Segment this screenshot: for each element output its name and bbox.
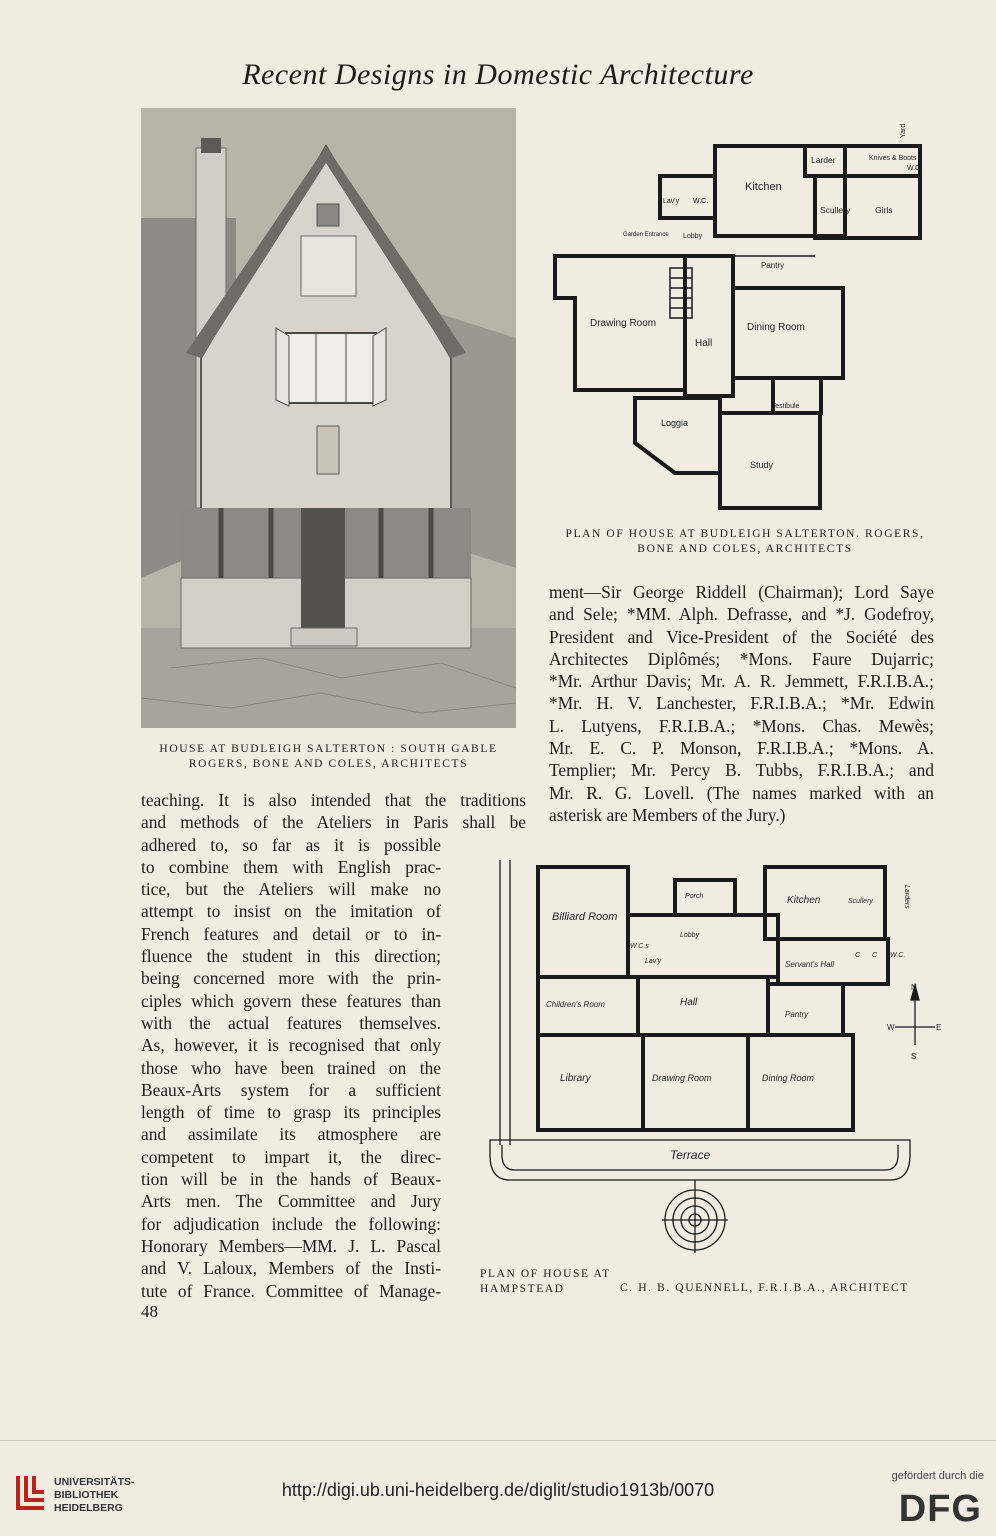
compass-e: E (936, 1023, 942, 1032)
compass-s: S (911, 1052, 917, 1061)
house-drawing (141, 108, 516, 728)
page-number: 48 (141, 1302, 158, 1321)
plan-top-wc2: W.C. (907, 165, 923, 172)
text-right-line: *Mr. Arthur Davis; Mr. A. R. Jemmett, F.R.I.B.A.; (549, 671, 934, 692)
house-illustration (141, 108, 516, 728)
plan-bottom-pantry: Pantry (785, 1010, 809, 1019)
text-right-line: Mr. E. C. P. Monson, F.R.I.B.A.; *Mons. A. (549, 738, 934, 759)
plan-bottom-lobby: Lobby (680, 932, 700, 939)
plan-bottom-c1: C (855, 952, 861, 959)
text-left-line: to combine them with English prac- (141, 856, 441, 877)
text-left-line: with the actual features themselves. (141, 1012, 441, 1033)
plan-top-drawing-room: Drawing Room (590, 318, 657, 329)
text-right-line: President and Vice-President of the Société des (549, 626, 934, 647)
compass-w: W (887, 1023, 895, 1032)
plan-top-vestibule: Vestibule (771, 403, 800, 410)
plan-budleigh (535, 108, 935, 518)
text-left-line: length of time to grasp its principles (141, 1102, 441, 1123)
text-left-line: Beaux-Arts system for a sufficient (141, 1079, 441, 1100)
caption-left-line1: HOUSE AT BUDLEIGH SALTERTON : SOUTH GABLE (159, 743, 498, 755)
library-line2: BIBLIOTHEK (54, 1489, 119, 1501)
text-left-line: tice, but the Ateliers will make no (141, 879, 441, 900)
plan-top-garden-entrance: Garden Entrance (623, 232, 669, 238)
plan-top-caption (535, 527, 955, 557)
text-left-line: Honorary Members—MM. J. L. Pascal (141, 1235, 441, 1256)
plan-bottom-c2: C (872, 952, 878, 959)
plan-bottom-porch: Porch (685, 893, 704, 900)
text-left-line: and methods of the Ateliers in Paris shall be (141, 812, 526, 833)
plan-bottom-wcs: W.C.s (630, 943, 649, 950)
library-line3: HEIDELBERG (54, 1502, 123, 1514)
plan-top-yard: Yard (900, 123, 907, 138)
text-left-line: ciples which govern these features than (141, 990, 441, 1011)
source-url-link[interactable]: http://digi.ub.uni-heidelberg.de/diglit/studio1913b/0070 (281, 1480, 715, 1500)
plan-bottom-kitchen: Kitchen (787, 895, 821, 906)
text-left-line: for adjudication include the following: (141, 1213, 441, 1234)
plan-top-knives: Knives & Boots (869, 155, 917, 162)
plan-top-lavatory: Lav'y (663, 198, 680, 205)
plan-bottom-scullery: Scullery (848, 898, 873, 905)
text-left-line: adhered to, so far as it is possible (141, 834, 441, 855)
plan-bottom-hall: Hall (680, 997, 698, 1008)
text-right-line: ment—Sir George Riddell (Chairman); Lord Saye (549, 582, 934, 602)
plan-bottom-terrace: Terrace (670, 1148, 711, 1162)
plan-bottom-dining-room: Dining Room (762, 1073, 815, 1083)
plan-bottom-library: Library (560, 1073, 591, 1084)
plan-top-wc1: W.C. (693, 198, 709, 205)
plan-bottom-servants-hall: Servant's Hall (785, 960, 835, 969)
plan-top-dining-room: Dining Room (747, 322, 805, 333)
plan-top-scullery: Scullery (820, 205, 851, 215)
text-right-line: Mr. R. G. Lovell. (The names marked with an (549, 782, 934, 803)
text-left-line: attempt to insist on the imitation of (141, 901, 441, 922)
text-left-line: fluence the student in this direction; (141, 946, 441, 967)
plan-hampstead (480, 845, 940, 1265)
plan-bottom-wc: W.C. (890, 952, 906, 959)
caption-left-line2: ROGERS, BONE AND COLES, ARCHITECTS (188, 758, 469, 770)
funded-by-text: gefördert durch die (891, 1470, 984, 1482)
text-left-line: French features and detail or to in- (141, 923, 441, 944)
compass-n: N (911, 983, 917, 992)
plan-top-pantry: Pantry (761, 261, 785, 270)
text-left-line: competent to impart it, the direc- (141, 1146, 441, 1167)
plan-top-lobby: Lobby (683, 233, 703, 240)
text-right-line: and Sele; *MM. Alph. Defrasse, and *J. Godefroy, (549, 604, 934, 625)
text-left-line: Arts men. The Committee and Jury (141, 1191, 441, 1212)
text-left-line: tion will be in the hands of Beaux- (141, 1169, 441, 1190)
plan-bottom-childrens-room: Children's Room (546, 1000, 605, 1009)
plan-top-hall: Hall (695, 338, 713, 349)
dfg-logo: DFG (898, 1488, 982, 1530)
plan-bottom-larders: Larders (903, 885, 910, 909)
text-right-line: Templier; Mr. Percy B. Tubbs, F.R.I.B.A.; and (549, 760, 934, 781)
plan-top-girls: Girls (875, 205, 893, 215)
plan-top-larder: Larder (811, 155, 836, 165)
text-left-line: being concerned more with the prin- (141, 968, 441, 989)
text-right-line: L. Lutyens, F.R.I.B.A.; *Mons. Chas. Mewès; (549, 715, 934, 736)
text-right-line: Architectes Diplômés; *Mons. Faure Dujarric; (549, 648, 934, 669)
plan-top-caption-line2: BONE AND COLES, ARCHITECTS (637, 543, 853, 555)
text-right-line: *Mr. H. V. Lanchester, F.R.I.B.A.; *Mr. Edwin (549, 693, 934, 714)
text-left-line: and V. Laloux, Members of the Insti- (141, 1258, 441, 1279)
plan-top-loggia: Loggia (661, 418, 689, 428)
plan-top-kitchen: Kitchen (745, 181, 782, 193)
plan-bottom-drawing-room: Drawing Room (652, 1073, 712, 1083)
figure-caption-left (141, 742, 516, 772)
text-left-line: teaching. It is also intended that the traditions (141, 790, 526, 810)
plan-bottom-billiard-room: Billiard Room (552, 911, 618, 923)
text-column-left (141, 789, 526, 1302)
plan-bottom-lavatory: Lav'y (645, 958, 662, 965)
text-left-line: and assimilate its atmosphere are (141, 1124, 441, 1145)
text-column-right (549, 581, 934, 826)
plan-top-caption-line1: PLAN OF HOUSE AT BUDLEIGH SALTERTON. ROGERS, (565, 528, 925, 540)
library-line1: UNIVERSITÄTS- (54, 1476, 135, 1488)
plan-top-study: Study (750, 460, 774, 470)
footer-divider (0, 1440, 996, 1441)
text-left-line: those who have been trained on the (141, 1057, 441, 1078)
text-left-line: tute of France. Committee of Manage- (141, 1280, 441, 1301)
text-left-line: As, however, it is recognised that only (141, 1035, 441, 1056)
plan-bottom-caption-line1: PLAN OF HOUSE AT HAMPSTEAD (480, 1268, 611, 1295)
plan-bottom-caption-line2: C. H. B. QUENNELL, F.R.I.B.A., ARCHITECT (620, 1282, 909, 1294)
running-title: Recent Designs in Domestic Architecture (242, 58, 754, 91)
text-right-line: asterisk are Members of the Jury.) (549, 804, 786, 825)
